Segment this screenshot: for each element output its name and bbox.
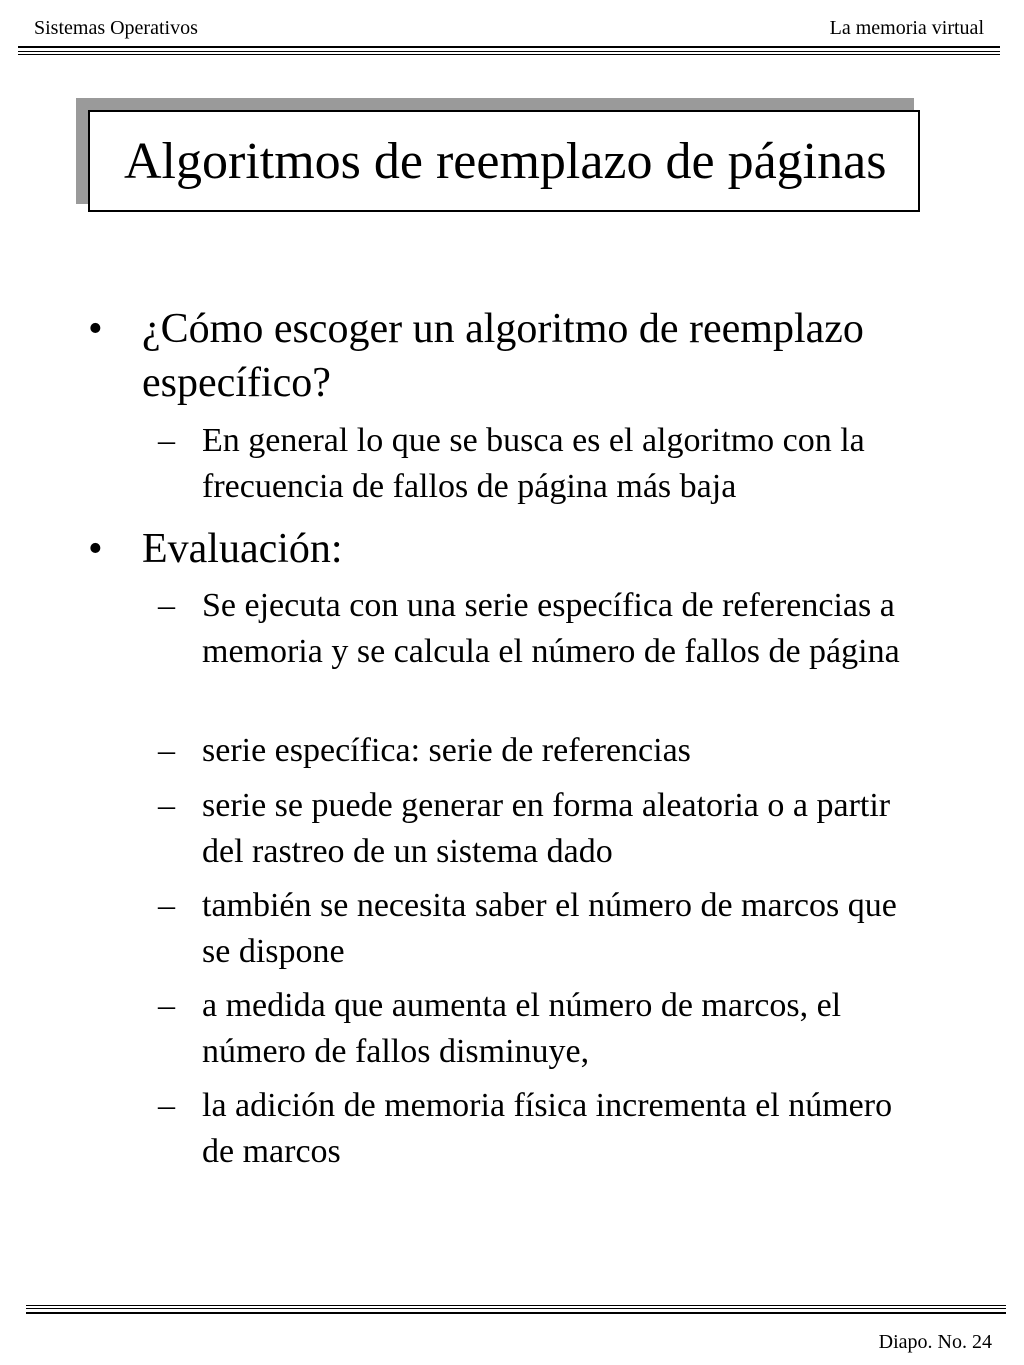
footer-rule-top-2 [26, 1308, 1006, 1309]
sub-bullet-marker: – [158, 587, 175, 624]
slide-title: Algoritmos de reemplazo de páginas [124, 133, 887, 190]
title-box [88, 110, 920, 212]
sub-bullet-text: a medida que aumenta el número de marcos, el número de fallos disminuye, [202, 987, 842, 1070]
header-rule-bottom-2 [18, 54, 1000, 55]
sub-bullet-marker: – [158, 887, 175, 924]
footer-rule-bottom [26, 1312, 1006, 1314]
sub-bullet-text: En general lo que se busca es el algoritmo con la frecuencia de fallos de página más baja [202, 422, 865, 505]
sub-bullet-marker: – [158, 787, 175, 824]
bullet-marker: • [88, 306, 103, 352]
sub-bullet-text: Se ejecuta con una serie específica de referencias a memoria y se calcula el número de fallos de página [202, 587, 900, 670]
bullet-text: Evaluación: [142, 526, 343, 572]
header-topic: La memoria virtual [829, 17, 984, 39]
sub-bullet-text: la adición de memoria física incrementa el número de marcos [202, 1087, 893, 1170]
sub-bullet-text: también se necesita saber el número de marcos que se dispone [202, 887, 897, 970]
bullet-text: ¿Cómo escoger un algoritmo de reemplazo específico? [142, 306, 864, 406]
header-rule-top [18, 46, 1000, 48]
sub-bullet-marker: – [158, 987, 175, 1024]
sub-bullet-text: serie específica: serie de referencias [202, 732, 691, 769]
sub-bullet-marker: – [158, 732, 175, 769]
sub-bullet-marker: – [158, 1087, 175, 1124]
footer-rule-top [26, 1305, 1006, 1306]
slide-number: Diapo. No. 24 [878, 1331, 992, 1353]
header-course-title: Sistemas Operativos [34, 17, 198, 39]
header-rule-bottom [18, 51, 1000, 52]
sub-bullet-text: serie se puede generar en forma aleatoria o a partir del rastreo de un sistema dado [202, 787, 891, 870]
sub-bullet-marker: – [158, 422, 175, 459]
bullet-marker: • [88, 526, 103, 572]
